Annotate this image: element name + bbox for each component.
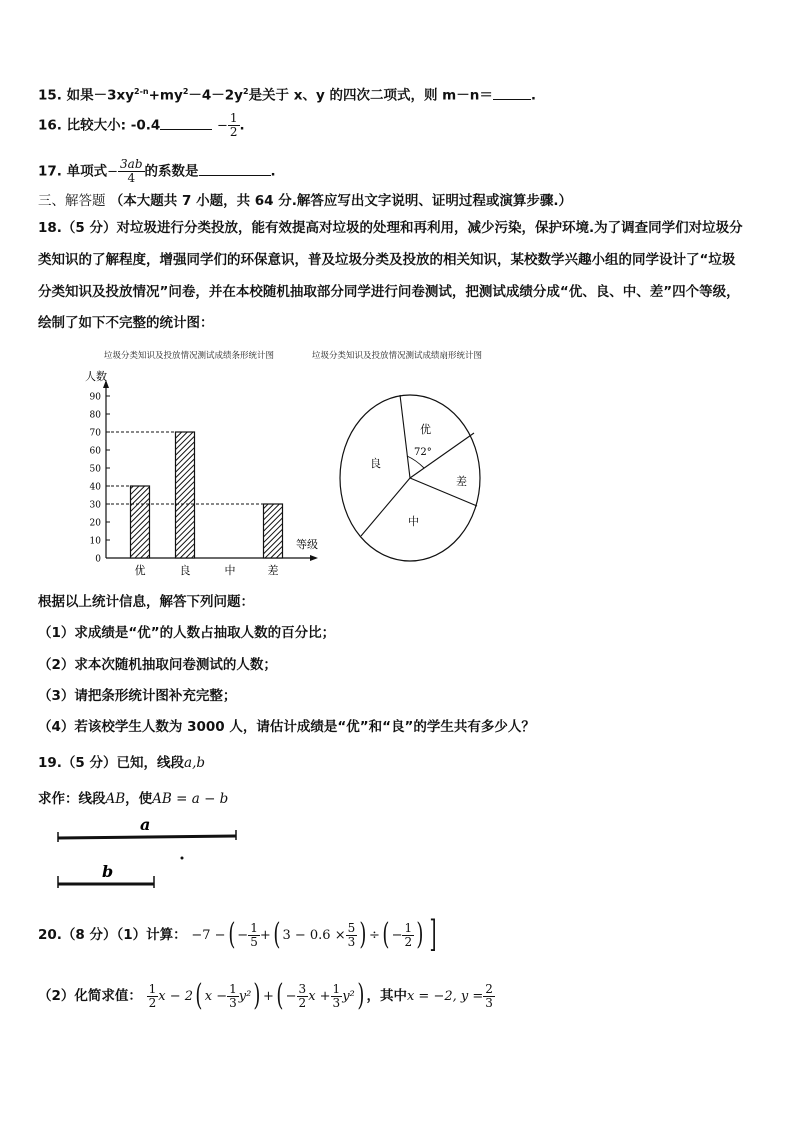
y-tick-label: 10: [89, 536, 101, 547]
question-text: 的系数是: [144, 163, 199, 180]
denominator: 2: [298, 995, 307, 1010]
numerator: 3: [298, 981, 307, 996]
open-paren: (: [195, 978, 203, 1013]
fraction: [297, 983, 309, 1010]
period: .: [239, 117, 245, 134]
y-tick-label: 80: [89, 410, 101, 421]
bar: [131, 486, 150, 558]
q19-task: [38, 790, 228, 808]
expr-part: x − 2: [158, 989, 194, 1004]
q18-line-4: 绘制了如下不完整的统计图：: [38, 315, 214, 331]
q18-sub-4: （4）若该校学生人数为 3000 人，请估计成绩是“优”和“良”的学生共有多少人？: [38, 719, 535, 735]
period: .: [530, 87, 536, 104]
question-text: 如果－3xy: [66, 87, 135, 104]
segment-ab: AB: [105, 791, 126, 807]
y-axis-label: 人数: [85, 370, 107, 383]
minus-sign: −: [216, 118, 228, 134]
dot-mark: [181, 857, 184, 860]
section-note: （本大题共 7 小题，共 64 分.解答应写出文字说明、证明过程或演算步骤.）: [109, 193, 573, 209]
question-text: （2）化简求值：: [38, 988, 142, 1004]
denominator: 2: [148, 995, 157, 1010]
q18-sub-3: （3）请把条形统计图补充完整；: [38, 688, 237, 704]
expr-part: x = −2, y =: [406, 989, 484, 1004]
variables: a,b: [184, 755, 205, 771]
q18-sub-2: （2）求本次随机抽取问卷测试的人数；: [38, 657, 277, 673]
answer-blank: [160, 117, 212, 130]
expr-part: +: [263, 989, 274, 1004]
close-paren: ): [253, 978, 261, 1013]
x-tick-label: 优: [134, 564, 146, 577]
y-tick-label: 50: [89, 464, 101, 475]
pie-label-zhong: 中: [408, 515, 419, 528]
expr-part: −: [391, 928, 403, 943]
numerator: 5: [347, 920, 356, 935]
pie-chart: [334, 386, 494, 566]
question-number: 17.: [38, 163, 62, 180]
denominator: 2: [229, 125, 238, 139]
numerator: 1: [148, 981, 157, 996]
y-tick-label: 0: [95, 554, 101, 565]
segment-a-label: a: [140, 815, 151, 834]
question-text: +my: [148, 87, 183, 104]
x-tick-label: 良: [179, 564, 191, 577]
task-text: 求作：线段: [38, 791, 106, 807]
expr-part: +: [259, 928, 271, 943]
pie-divider: [361, 478, 410, 536]
denominator: 4: [127, 171, 136, 185]
numerator: 1: [229, 111, 238, 125]
bar: [176, 432, 195, 558]
expr-part: −: [285, 989, 297, 1004]
question-20-part-2: [38, 978, 495, 1013]
numerator: 1: [250, 920, 258, 935]
denominator: 3: [485, 995, 493, 1010]
pie-chart-title: 垃圾分类知识及投放情况测试成绩扇形统计图: [312, 351, 483, 361]
question-16: [38, 112, 245, 139]
segment-b-label: b: [102, 862, 114, 881]
q18-line-3: 分类知识及投放情况”问卷，并在本校随机抽取部分同学进行问卷测试，把测试成绩分成“优、良、中、差”四个等级，: [38, 284, 740, 300]
question-15: [38, 83, 536, 105]
task-text: ，使: [125, 791, 153, 807]
y-tick-label: 20: [89, 518, 101, 529]
fraction: [227, 983, 239, 1010]
open-paren: (: [273, 917, 281, 952]
q18-line-2: 类知识的了解程度，增强同学们的环保意识，普及垃圾分类及投放的相关知识，某校数学兴趣小组的同学设计了“垃圾: [38, 252, 736, 268]
fraction: [228, 112, 240, 139]
question-text: 是关于 x、y 的四次二项式，则 m－n＝: [248, 87, 493, 104]
section-heading: [38, 192, 572, 210]
bar-chart: [70, 362, 318, 582]
expr-part: x +: [308, 989, 331, 1004]
open-paren: (: [382, 917, 390, 952]
denominator: 2: [404, 934, 413, 949]
close-paren: ): [359, 917, 367, 952]
question-text: 比较大小: -0.4: [66, 117, 161, 134]
q18-line-1: 18.（5 分）对垃圾进行分类投放，能有效提高对垃圾的处理和再利用，减少污染，保护环境.为了调查同学们对垃圾分: [38, 220, 743, 236]
question-19: [38, 754, 205, 772]
x-tick-label: 差: [267, 564, 279, 577]
fraction: [346, 922, 358, 949]
open-paren: (: [227, 917, 235, 952]
pie-label-cha: 差: [456, 475, 467, 488]
exponent: 2: [242, 87, 249, 96]
open-paren: (: [276, 978, 284, 1013]
y-tick-label: 90: [89, 392, 101, 403]
question-text: 20.（8 分）（1）计算：: [38, 927, 187, 943]
fraction: [147, 983, 159, 1010]
question-20-part-1: [38, 914, 440, 955]
fraction: [118, 158, 144, 185]
y-tick-label: 40: [89, 482, 101, 493]
equation: AB = a − b: [152, 791, 229, 807]
segment-figure: [50, 812, 270, 892]
bar-chart-title: 垃圾分类知识及投放情况测试成绩条形统计图: [104, 351, 275, 361]
expr-part: y²: [342, 989, 355, 1004]
denominator: 3: [347, 934, 356, 949]
denominator: 3: [332, 995, 341, 1010]
numerator: 3ab: [120, 157, 143, 171]
segment-a: [58, 836, 236, 838]
question-number: 16.: [38, 117, 62, 134]
fraction: [483, 983, 495, 1010]
expr-part: −: [237, 928, 249, 943]
exponent: 2-n: [134, 87, 149, 96]
minus-sign: −: [107, 164, 119, 180]
denominator: 3: [229, 995, 237, 1010]
expr-part: x −: [204, 989, 228, 1004]
y-tick-label: 70: [89, 428, 101, 439]
question-text: －4－2y: [188, 87, 243, 104]
y-tick-label: 30: [89, 500, 101, 511]
pie-label-you: 优: [420, 423, 431, 436]
denominator: 5: [250, 934, 258, 949]
question-17: [38, 158, 276, 185]
answer-blank: [199, 163, 271, 176]
exponent: 2: [182, 87, 189, 96]
section-title: 三、解答题: [38, 193, 106, 209]
close-bracket: ]: [429, 914, 437, 955]
close-paren: ): [416, 917, 424, 952]
y-tick-label: 60: [89, 446, 101, 457]
fraction: [248, 922, 260, 949]
x-axis-label: 等级: [296, 538, 318, 551]
bar: [264, 504, 283, 558]
condition-text: ，其中: [366, 988, 407, 1004]
pie-angle-label: 72°: [414, 447, 432, 458]
pie-divider: [400, 395, 410, 478]
period: .: [270, 163, 276, 180]
close-paren: ): [357, 978, 365, 1013]
numerator: 1: [229, 981, 237, 996]
expr-part: y²: [238, 989, 252, 1004]
fraction: [402, 922, 414, 949]
q18-sub-1: （1）求成绩是“优”的人数占抽取人数的百分比；: [38, 625, 336, 641]
numerator: 2: [485, 981, 493, 996]
x-axis-arrow: [310, 555, 318, 561]
q18-prompt: 根据以上统计信息，解答下列问题：: [38, 594, 254, 610]
expr-part: ÷: [368, 928, 380, 943]
pie-label-liang: 良: [370, 457, 381, 470]
question-text: 19.（5 分）已知，线段: [38, 755, 185, 771]
x-tick-label: 中: [224, 564, 236, 577]
expr-part: 3 − 0.6 ×: [282, 928, 346, 943]
numerator: 1: [404, 920, 413, 935]
expr-part: −7 −: [191, 928, 226, 943]
numerator: 1: [332, 981, 341, 996]
fraction: [331, 983, 343, 1010]
question-number: 15.: [38, 87, 62, 104]
answer-blank: [493, 87, 531, 100]
question-text: 单项式: [66, 163, 108, 180]
